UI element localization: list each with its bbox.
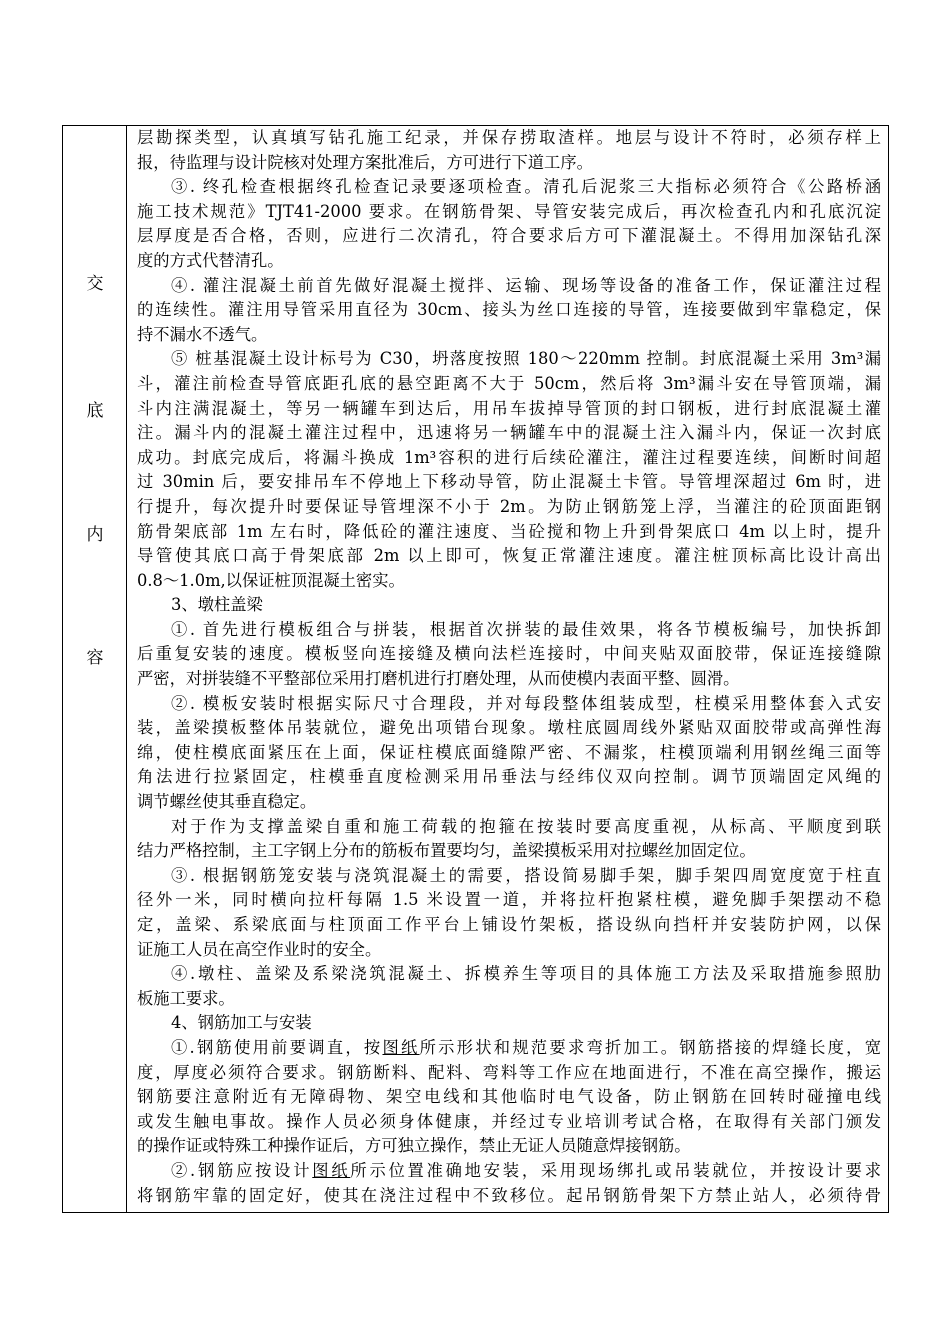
label-column bbox=[63, 126, 127, 1212]
content-line: 报，待监理与设计院核对处理方案批准后，方可进行下道工序。 bbox=[137, 152, 593, 172]
content-body bbox=[137, 126, 881, 1208]
content-line: 钢筋要注意附近有无障碍物、架空电线和其他临时电气设备，防止钢筋在回转时碰撞电线 bbox=[137, 1087, 881, 1107]
content-line: 绵，使柱模底面紧压在上面，保证柱模底面缝隙严密、不漏浆，柱模顶端利用钢丝绳三面等 bbox=[137, 742, 881, 762]
content-line: 板施工要求。 bbox=[137, 988, 235, 1008]
content-line: 层勘探类型，认真填写钻孔施工纪录，并保存捞取渣样。地层与设计不符时，必须存样上 bbox=[137, 128, 881, 147]
content-line: 的连续性。灌注用导管采用直径为 30cm、接头为丝口连接的导管，连接要做到牢靠稳定，保 bbox=[137, 300, 881, 320]
content-line: 装，盖梁摸板整体吊装就位，避免出项错台现象。墩柱底圆周线外紧贴双面胶带或高弹性海 bbox=[137, 718, 881, 738]
content-line: 层厚度是否合格，否则，应进行二次清孔，符合要求后方可下灌混凝土。不得用加深钻孔深 bbox=[137, 226, 881, 246]
underlined-term: 图纸 bbox=[382, 1037, 420, 1057]
content-line: 注。漏斗内的混凝土灌注过程中，迅速将另一辆罐车中的混凝土注入漏斗内，保证一次封底 bbox=[137, 423, 881, 443]
content-line: 0.8～1.0m,以保证桩顶混凝土密实。 bbox=[137, 570, 405, 590]
content-line: 筋骨架底部 1m 左右时，降低砼的灌注速度、当砼搅和物上升到骨架底口 4m 以上时，提升 bbox=[137, 521, 881, 541]
disclosure-table bbox=[62, 125, 889, 1213]
content-line: ③. 终孔检查根据终孔检查记录要逐项检查。清孔后泥浆三大指标必须符合《公路桥涵 bbox=[171, 177, 881, 197]
content-line: 持不漏水不透气。 bbox=[137, 324, 268, 344]
content-line: 定，盖梁、系梁底面与柱顶面工作平台上铺设竹架板，搭设纵向挡杆并安装防护网，以保 bbox=[137, 915, 881, 934]
underlined-term: 图纸 bbox=[312, 1160, 351, 1180]
content-line: 施工技术规范》TJT41-2000 要求。在钢筋骨架、导管安装完成后，再次检查孔内和孔底沉淀 bbox=[137, 201, 881, 221]
content-line: ⑤ 桩基混凝土设计标号为 C30，坍落度按照 180～220mm 控制。封底混凝土采用 3m³漏 bbox=[171, 349, 881, 369]
content-line: 结力严格控制，主工字钢上分布的筋板布置要均匀，盖梁摸板采用对拉螺丝加固定位。 bbox=[137, 841, 756, 861]
content-line: 度的方式代替清孔。 bbox=[137, 250, 284, 270]
content-line: 过 30min 后，要安排吊车不停地上下移动导管，防止混凝土卡管。导管埋深超过 6m 时，进 bbox=[137, 472, 881, 492]
content-line: 证施工人员在高空作业时的安全。 bbox=[137, 939, 382, 959]
label-char-3: 内 bbox=[86, 525, 104, 545]
content-line: 后重复安装的速度。模板竖向连接缝及横向法栏连接时，中间夹贴双面胶带，保证连接缝隙 bbox=[137, 644, 881, 664]
content-line: 或发生触电事故。操作人员必须身体健康，并经过专业培训考试合格，在取得有关部门颁发 bbox=[137, 1111, 881, 1131]
content-line: 行提升，每次提升时要保证导管埋深不小于 2m。为防止钢筋笼上浮，当灌注的砼顶面距钢 bbox=[137, 496, 881, 516]
content-line: ①. 首先进行模板组合与拼装，根据首次拼装的最佳效果，将各节模板编号，加快拆卸 bbox=[171, 619, 881, 639]
content-line: 4、钢筋加工与安装 bbox=[171, 1013, 312, 1033]
content-line: 3、墩柱盖梁 bbox=[171, 595, 263, 615]
label-char-4: 容 bbox=[86, 648, 104, 668]
content-line: 的操作证或特殊工种操作证后，方可独立操作，禁止无证人员随意焊接钢筋。 bbox=[137, 1136, 691, 1156]
label-char-1: 交 bbox=[86, 274, 104, 294]
label-char-2: 底 bbox=[86, 401, 104, 421]
content-line: 将钢筋牢靠的固定好，使其在浇注过程中不致移位。起吊钢筋骨架下方禁止站人，必须待骨 bbox=[137, 1185, 881, 1205]
content-line: 斗，灌注前检查导管底距孔底的悬空距离不大于 50cm，然后将 3m³漏斗安在导管顶端，漏 bbox=[137, 373, 881, 393]
content-line: 斗内注满混凝土，等另一辆罐车到达后，用吊车拔掉导管顶的封口钢板，进行封底混凝土灌 bbox=[137, 398, 881, 418]
content-line: 调节螺丝使其垂直稳定。 bbox=[137, 792, 317, 812]
content-line: 径外一米，同时横向拉杆每隔 1.5 米设置一道，并将拉杆抱紧柱模，避免脚手架摆动不稳 bbox=[137, 890, 881, 910]
content-line: ④.墩柱、盖梁及系梁浇筑混凝土、拆模养生等项目的具体施工方法及采取措施参照肋 bbox=[171, 964, 881, 984]
content-line: ①.钢筋使用前要调直，按图纸所示形状和规范要求弯折加工。钢筋搭接的焊缝长度，宽 bbox=[171, 1037, 881, 1057]
content-line: 严密，对拼装缝不平整部位采用打磨机进行打磨处理，从而使模内表面平整、圆滑。 bbox=[137, 669, 740, 689]
content-line: ②. 模板安装时根据实际尺寸合理段，并对每段整体组装成型，柱模采用整体套入式安 bbox=[171, 693, 881, 713]
content-line: ②.钢筋应按设计图纸所示位置准确地安装，采用现场绑扎或吊装就位，并按设计要求 bbox=[171, 1160, 881, 1180]
content-line: ④. 灌注混凝土前首先做好混凝土搅拌、运输、现场等设备的准备工作，保证灌注过程 bbox=[171, 275, 881, 295]
content-line: 成功。封底完成后，将漏斗换成 1m³容积的进行后续砼灌注，灌注过程要连续，间断时间超 bbox=[137, 447, 881, 467]
content-line: 对于作为支撑盖梁自重和施工荷载的抱箍在按装时要高度重视，从标高、平顺度到联 bbox=[171, 816, 881, 836]
content-line: 度，厚度必须符合要求。钢筋断料、配料、弯料等工作应在地面进行，不准在高空操作，搬运 bbox=[137, 1062, 881, 1082]
content-line: ③. 根据钢筋笼安装与浇筑混凝土的需要，搭设简易脚手架，脚手架四周宽度宽于柱直 bbox=[171, 865, 881, 885]
content-line: 角法进行拉紧固定，柱模垂直度检测采用吊垂法与经纬仪双向控制。调节顶端固定风绳的 bbox=[137, 767, 881, 787]
content-line: 导管使其底口高于骨架底部 2m 以上即可，恢复正常灌注速度。灌注桩顶标高比设计高出 bbox=[137, 546, 881, 566]
